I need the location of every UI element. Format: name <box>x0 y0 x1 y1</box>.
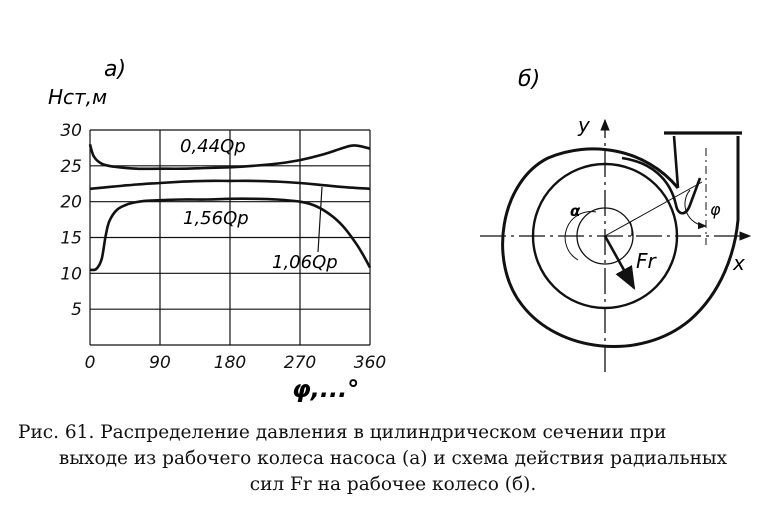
phi-label: φ <box>710 200 721 219</box>
panel-a-chart <box>48 57 386 403</box>
x-tick-label-360: 360 <box>353 353 387 373</box>
series-label-106: 1,06Qр <box>272 252 338 273</box>
figure-caption <box>18 420 768 498</box>
axis-y-label: y <box>578 113 590 137</box>
chart-ylabel: Hст,м <box>48 85 108 109</box>
x-tick-label-180: 180 <box>213 353 247 373</box>
theta-arc <box>630 222 632 236</box>
x-tick-label-90: 90 <box>149 353 171 373</box>
alpha-label: α <box>570 202 581 220</box>
panel-b-label: б) <box>518 67 541 92</box>
force-arrow <box>605 236 634 288</box>
volute-casing <box>503 136 738 347</box>
y-tick-label-15: 15 <box>60 228 82 249</box>
force-label: Fr <box>636 249 656 273</box>
chart-xlabel: φ,...° <box>292 375 360 403</box>
series-label-156: 1,56Qр <box>183 208 249 229</box>
caption-line-1: Рис. 61. Распределение давления в цилиндрическом сечении при <box>18 422 667 443</box>
series-label-106-leader <box>318 187 322 252</box>
discharge-nozzle-left <box>674 136 678 188</box>
y-tick-label-10: 10 <box>60 264 82 285</box>
y-tick-label-20: 20 <box>60 192 82 213</box>
x-tick-label-0: 0 <box>84 353 96 373</box>
y-tick-label-5: 5 <box>71 300 82 321</box>
chart-grid <box>90 130 370 345</box>
y-tick-label-25: 25 <box>60 156 82 177</box>
axis-x-label: x <box>733 251 745 275</box>
chart-ticks <box>60 121 386 373</box>
y-tick-label-30: 30 <box>60 121 82 141</box>
series-label-044: 0,44Qр <box>180 136 246 157</box>
caption-line-2: выходе из рабочего колеса насоса (а) и схема действия радиальных <box>58 448 728 469</box>
panel-a-label: a) <box>104 57 127 82</box>
caption-line-3: сил Fr на рабочее колесо (б). <box>249 474 537 495</box>
panel-b-schematic <box>480 67 750 372</box>
x-tick-label-270: 270 <box>283 353 317 373</box>
